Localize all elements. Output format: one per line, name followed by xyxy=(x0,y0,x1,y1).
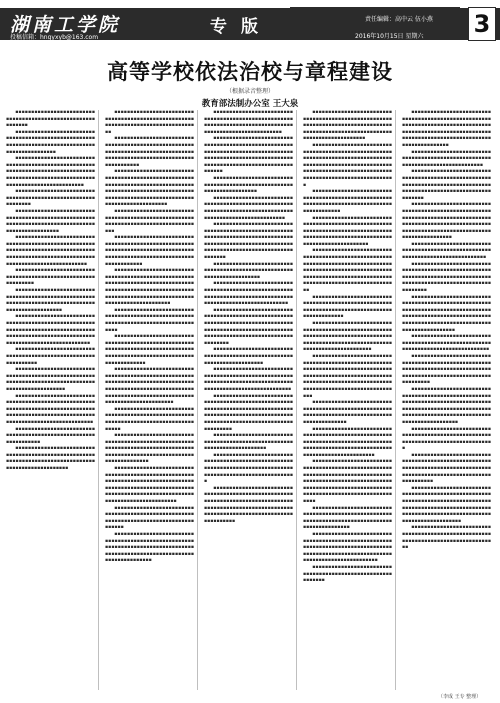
article-body xyxy=(6,110,494,690)
column-text: ▪▪▪▪▪▪▪▪▪▪▪▪▪▪▪▪▪▪▪▪▪▪▪▪▪▪▪▪▪▪▪▪▪▪▪▪▪▪▪▪▪▪▪▪▪▪▪▪▪▪▪▪▪▪▪▪▪▪▪▪▪▪▪▪▪▪▪▪▪▪▪▪▪▪▪▪▪▪▪▪▪▪▪ ▪▪▪▪▪▪▪▪▪▪▪▪▪▪▪▪▪▪▪▪▪▪▪▪▪▪▪▪▪▪▪▪▪▪▪▪▪▪▪▪▪▪▪▪▪▪▪▪▪▪▪▪▪▪▪▪▪▪▪▪▪▪▪▪▪▪▪▪▪▪▪▪▪▪▪▪▪▪▪▪▪▪▪▪▪▪▪▪▪▪▪▪▪▪▪▪▪▪▪▪▪▪▪▪▪▪▪▪▪▪▪▪▪▪▪▪▪▪▪▪ ▪▪▪▪▪▪▪▪▪▪▪▪▪▪▪▪▪▪▪▪▪▪▪▪▪▪▪▪▪▪▪▪▪▪▪▪▪▪▪▪▪▪▪▪▪▪▪▪▪▪▪▪▪▪▪▪▪▪▪▪▪▪▪▪▪▪▪▪▪▪▪▪▪▪▪▪▪▪▪▪▪▪▪▪▪▪▪▪▪▪▪▪▪▪▪▪▪▪▪▪▪▪▪▪▪▪▪▪▪▪▪▪▪▪▪▪▪▪▪▪▪▪▪▪▪▪▪▪▪▪▪▪▪▪▪▪▪▪▪▪▪▪▪▪▪▪▪▪▪▪▪▪▪▪▪▪▪ ▪▪▪▪▪▪▪▪▪▪▪▪▪▪▪▪▪▪▪▪▪▪▪▪▪▪▪▪▪▪▪▪▪▪▪▪▪▪▪▪▪▪▪▪▪▪▪▪▪▪▪▪▪▪▪▪▪▪▪▪▪▪▪▪▪▪▪▪▪▪▪▪▪▪▪▪▪▪▪▪▪▪▪▪ ▪▪▪▪▪▪▪▪▪▪▪▪▪▪▪▪▪▪▪▪▪▪▪▪▪▪▪▪▪▪▪▪▪▪▪▪▪▪▪▪▪▪▪▪▪▪▪▪▪▪▪▪▪▪▪▪▪▪▪▪▪▪▪▪▪▪▪▪▪▪▪▪▪▪▪▪▪▪▪▪▪▪▪▪▪▪▪▪▪▪▪▪▪▪▪▪▪▪▪▪▪▪▪▪▪▪▪▪▪▪▪▪▪▪▪▪▪▪▪▪▪ ▪▪▪▪▪▪▪▪▪▪▪▪▪▪▪▪▪▪▪▪▪▪▪▪▪▪▪▪▪▪▪▪▪▪▪▪▪▪▪▪▪▪▪▪▪▪▪▪▪▪▪▪▪▪▪▪▪▪▪▪▪▪▪▪▪▪▪▪▪▪▪▪▪▪▪▪▪▪▪▪▪▪▪▪▪▪▪▪▪▪▪▪▪▪▪▪▪▪▪▪▪▪▪▪▪▪▪▪▪▪▪▪▪▪▪▪▪▪▪▪▪▪▪▪▪▪▪▪▪▪▪▪▪▪▪▪▪▪▪▪▪▪▪▪▪▪▪▪▪▪▪▪▪▪▪▪▪▪ ▪▪▪▪▪▪▪▪▪▪▪▪▪▪▪▪▪▪▪▪▪▪▪▪▪▪▪▪▪▪▪▪▪▪▪▪▪▪▪▪▪▪▪▪▪▪▪▪▪▪▪▪▪▪▪▪▪▪▪▪▪▪▪▪▪▪▪▪▪▪▪▪▪▪▪▪▪▪▪▪▪▪▪▪▪ ▪▪▪▪▪▪▪▪▪▪▪▪▪▪▪▪▪▪▪▪▪▪▪▪▪▪▪▪▪▪▪▪▪▪▪▪▪▪▪▪▪▪▪▪▪▪▪▪▪▪▪▪▪▪▪▪▪▪▪▪▪▪▪▪▪▪▪▪▪▪▪▪▪▪▪▪▪▪▪▪▪▪▪▪▪▪▪▪▪▪▪▪▪▪▪▪▪▪▪▪▪▪▪▪▪▪▪▪▪▪▪▪▪▪▪▪▪▪▪▪▪▪ ▪▪▪▪▪▪▪▪▪▪▪▪▪▪▪▪▪▪▪▪▪▪▪▪▪▪▪▪▪▪▪▪▪▪▪▪▪▪▪▪▪▪▪▪▪▪▪▪▪▪▪▪▪▪▪▪▪▪▪▪▪▪▪▪▪▪▪▪▪▪▪▪▪▪▪▪▪▪▪▪▪▪▪▪▪▪▪▪▪▪▪▪▪▪▪▪▪▪▪▪▪▪▪▪▪▪▪▪▪▪▪▪▪▪▪▪▪▪▪▪▪▪▪▪▪▪▪▪▪▪▪▪▪▪▪▪▪▪▪▪▪▪▪▪▪▪▪▪▪▪▪▪▪▪▪▪▪▪▪ ▪▪▪▪▪▪▪▪▪▪▪▪▪▪▪▪▪▪▪▪▪▪▪▪▪▪▪▪▪▪▪▪▪▪▪▪▪▪▪▪▪▪▪▪▪▪▪▪▪▪▪▪▪▪▪▪▪▪▪▪▪▪▪▪▪▪▪▪▪▪▪▪▪▪▪▪▪▪▪▪▪▪▪▪▪▪ ▪▪▪▪▪▪▪▪▪▪▪▪▪▪▪▪▪▪▪▪▪▪▪▪▪▪▪▪▪▪▪▪▪▪▪▪▪▪▪▪▪▪▪▪▪▪▪▪▪▪▪▪▪▪▪▪▪▪▪▪▪▪▪▪▪▪▪▪▪▪▪▪▪▪▪▪▪▪▪▪▪▪▪▪▪▪▪▪▪▪▪▪▪▪▪▪▪▪▪▪▪▪▪▪▪▪▪▪▪▪▪▪▪▪▪▪▪▪▪▪▪▪▪ ▪▪▪▪▪▪▪▪▪▪▪▪▪▪▪▪▪▪▪▪▪▪▪▪▪▪▪▪▪▪▪▪▪▪▪▪▪▪▪▪▪▪▪▪▪▪▪▪▪▪▪▪▪▪▪▪▪▪▪▪▪▪▪▪▪▪▪▪▪▪▪▪▪▪▪▪▪▪▪▪▪▪▪▪▪▪▪▪▪▪▪▪▪▪▪▪▪▪▪▪▪▪▪▪▪▪▪▪▪▪▪▪▪▪▪▪▪▪▪▪▪▪▪▪▪▪▪▪▪▪▪▪▪▪▪▪▪▪▪▪▪▪▪▪▪▪▪▪▪▪▪▪▪▪▪▪▪▪▪▪ ▪▪▪▪▪▪▪▪▪▪▪▪▪▪▪▪▪▪▪▪▪▪▪▪▪▪▪▪▪▪▪▪▪▪▪▪▪▪▪▪▪▪▪▪▪▪▪▪▪▪▪▪▪▪▪▪▪▪▪▪▪▪▪▪▪▪▪▪▪▪▪▪▪▪▪▪▪▪▪▪▪▪▪▪▪▪▪ ▪▪▪▪▪▪▪▪▪▪▪▪▪▪▪▪▪▪▪▪▪▪▪▪▪▪▪▪▪▪▪▪▪▪▪▪▪▪▪▪▪▪▪▪▪▪▪▪▪▪▪▪▪▪▪▪▪▪▪▪▪▪▪▪▪▪▪▪▪▪▪▪▪▪▪▪▪▪▪▪▪▪▪▪▪▪▪▪▪▪▪▪▪▪▪▪▪▪▪▪▪▪▪▪▪▪▪▪▪▪▪▪▪▪▪▪▪▪▪▪▪▪▪▪ xyxy=(105,110,194,564)
column-text: ▪▪▪▪▪▪▪▪▪▪▪▪▪▪▪▪▪▪▪▪▪▪▪▪▪▪▪▪▪▪▪▪▪▪▪▪▪▪▪▪▪▪▪▪▪▪▪▪▪▪▪▪▪▪▪▪▪▪▪▪▪▪▪▪▪▪▪▪▪▪▪▪▪▪▪▪▪▪▪▪▪▪▪▪▪▪▪▪▪▪▪▪▪▪▪▪▪▪▪▪▪▪▪▪▪▪▪▪▪▪▪▪▪▪▪▪▪▪▪▪▪▪▪▪▪▪▪▪▪▪▪▪▪▪▪▪▪▪▪▪▪▪▪▪▪▪▪▪▪▪▪▪ ▪▪▪▪▪▪▪▪▪▪▪▪▪▪▪▪▪▪▪▪▪▪▪▪▪▪▪▪▪▪▪▪▪▪▪▪▪▪▪▪▪▪▪▪▪▪▪▪▪▪▪▪▪▪▪▪▪▪▪▪▪▪▪▪▪▪▪▪▪▪▪▪▪▪▪▪▪▪▪ ▪▪▪▪▪▪▪▪▪▪▪▪▪▪▪▪▪▪▪▪▪▪▪▪▪▪▪▪▪▪▪▪▪▪▪▪▪▪▪▪▪▪▪▪▪▪▪▪▪▪▪▪▪▪▪▪▪▪▪▪▪▪▪▪▪▪▪▪▪▪▪▪▪▪▪▪▪▪▪▪▪▪▪▪▪▪▪▪▪▪▪▪▪▪▪▪▪▪▪▪▪▪▪▪▪▪▪▪▪▪▪▪▪▪▪▪ ▪▪▪▪▪▪▪▪▪▪▪▪▪▪▪▪▪▪▪▪▪▪▪▪▪▪▪▪▪▪▪▪▪▪▪▪▪▪▪▪▪▪▪▪▪▪▪▪▪▪▪▪▪▪▪▪▪▪▪▪▪▪▪▪▪▪▪▪▪▪▪▪▪▪▪▪▪▪▪▪▪▪▪▪▪▪▪▪▪▪▪▪▪▪▪▪▪▪▪▪▪▪▪▪▪▪▪▪▪▪▪▪▪▪▪▪▪▪▪▪▪▪▪▪▪▪▪▪▪▪▪▪▪▪▪▪▪▪▪▪▪▪▪▪▪▪▪▪▪▪▪▪▪ ▪▪▪▪▪▪▪▪▪▪▪▪▪▪▪▪▪▪▪▪▪▪▪▪▪▪▪▪▪▪▪▪▪▪▪▪▪▪▪▪▪▪▪▪▪▪▪▪▪▪▪▪▪▪▪▪▪▪▪▪▪▪▪▪▪▪▪▪▪▪▪▪▪▪▪▪▪▪▪▪ ▪▪▪▪▪▪▪▪▪▪▪▪▪▪▪▪▪▪▪▪▪▪▪▪▪▪▪▪▪▪▪▪▪▪▪▪▪▪▪▪▪▪▪▪▪▪▪▪▪▪▪▪▪▪▪▪▪▪▪▪▪▪▪▪▪▪▪▪▪▪▪▪▪▪▪▪▪▪▪▪▪▪▪▪▪▪▪▪▪▪▪▪▪▪▪▪▪▪▪▪▪▪▪▪▪▪▪▪▪▪▪▪▪▪▪▪▪ ▪▪▪▪▪▪▪▪▪▪▪▪▪▪▪▪▪▪▪▪▪▪▪▪▪▪▪▪▪▪▪▪▪▪▪▪▪▪▪▪▪▪▪▪▪▪▪▪▪▪▪▪▪▪▪▪▪▪▪▪▪▪▪▪▪▪▪▪▪▪▪▪▪▪▪▪▪▪▪▪▪▪▪▪▪▪▪▪▪▪▪▪▪▪▪▪▪▪▪▪▪▪▪▪▪▪▪▪▪▪▪▪▪▪▪▪▪▪▪▪▪▪▪▪▪▪▪▪▪▪▪▪▪▪▪▪▪▪▪▪▪▪▪▪▪▪▪▪▪▪▪▪▪▪ ▪▪▪▪▪▪▪▪▪▪▪▪▪▪▪▪▪▪▪▪▪▪▪▪▪▪▪▪▪▪▪▪▪▪▪▪▪▪▪▪▪▪▪▪▪▪▪▪▪▪▪▪▪▪▪▪▪▪▪▪▪▪▪▪▪▪▪▪▪▪▪▪▪▪▪▪▪▪▪▪▪ ▪▪▪▪▪▪▪▪▪▪▪▪▪▪▪▪▪▪▪▪▪▪▪▪▪▪▪▪▪▪▪▪▪▪▪▪▪▪▪▪▪▪▪▪▪▪▪▪▪▪▪▪▪▪▪▪▪▪▪▪▪▪▪▪▪▪▪▪▪▪▪▪▪▪▪▪▪▪▪▪▪▪▪▪▪▪▪▪▪▪▪▪▪▪▪▪▪▪▪▪▪▪▪▪▪▪▪▪▪▪▪▪▪▪▪▪▪▪ ▪▪▪▪▪▪▪▪▪▪▪▪▪▪▪▪▪▪▪▪▪▪▪▪▪▪▪▪▪▪▪▪▪▪▪▪▪▪▪▪▪▪▪▪▪▪▪▪▪▪▪▪▪▪▪▪▪▪▪▪▪▪▪▪▪▪▪▪▪▪▪▪▪▪▪▪▪▪▪▪▪▪▪▪▪▪▪▪▪▪▪▪▪▪▪▪▪▪▪▪▪▪▪▪▪▪▪▪▪▪▪▪▪▪▪▪▪▪▪▪▪▪▪▪▪▪▪▪▪▪▪▪▪▪▪▪▪▪▪▪▪▪▪▪▪▪▪▪▪▪▪▪▪▪▪ ▪▪▪▪▪▪▪▪▪▪▪▪▪▪▪▪▪▪▪▪▪▪▪▪▪▪▪▪▪▪▪▪▪▪▪▪▪▪▪▪▪▪▪▪▪▪▪▪▪▪▪▪▪▪▪▪▪▪▪▪▪▪▪▪▪▪▪▪▪▪▪▪▪▪▪▪▪▪▪▪▪▪ ▪▪▪▪▪▪▪▪▪▪▪▪▪▪▪▪▪▪▪▪▪▪▪▪▪▪▪▪▪▪▪▪▪▪▪▪▪▪▪▪▪▪▪▪▪▪▪▪▪▪▪▪▪▪▪▪▪▪▪▪▪▪▪▪▪▪▪▪▪▪▪▪▪▪▪▪▪▪▪▪▪▪▪▪▪▪▪▪▪▪▪▪▪▪▪▪▪▪▪▪▪▪▪▪▪▪▪▪▪▪▪▪▪▪▪▪▪▪▪ ▪▪▪▪▪▪▪▪▪▪▪▪▪▪▪▪▪▪▪▪▪▪▪▪▪▪▪▪▪▪▪▪▪▪▪▪▪▪▪▪▪▪▪▪▪▪▪▪▪▪▪▪▪▪▪▪▪▪▪▪▪▪▪▪▪▪▪▪▪▪▪▪▪▪▪▪▪▪▪▪▪▪▪▪▪▪▪▪▪▪▪▪▪▪▪▪▪▪▪▪▪▪▪▪▪▪▪▪▪▪▪▪▪▪▪▪▪▪▪▪▪▪▪▪▪▪▪▪▪▪▪▪▪▪▪▪▪▪▪▪▪▪▪▪▪▪▪▪▪▪▪▪▪▪▪▪ ▪▪▪▪▪▪▪▪▪▪▪▪▪▪▪▪▪▪▪▪▪▪▪▪▪▪▪▪▪▪▪▪▪▪▪▪▪▪▪▪▪▪▪▪▪▪▪▪▪▪▪▪▪▪▪▪▪▪▪▪▪▪▪▪▪▪▪▪▪▪▪▪▪▪▪▪▪▪▪▪▪▪▪ xyxy=(402,110,491,551)
article-column-1 xyxy=(6,110,99,690)
column-text: ▪▪▪▪▪▪▪▪▪▪▪▪▪▪▪▪▪▪▪▪▪▪▪▪▪▪▪▪▪▪▪▪▪▪▪▪▪▪▪▪▪▪▪▪▪▪▪▪▪▪▪▪▪▪▪▪▪▪▪▪▪▪▪▪▪▪▪▪▪▪▪▪▪▪▪▪▪▪▪▪▪▪▪▪▪▪▪▪▪▪▪▪▪▪▪▪▪▪▪▪▪▪▪▪▪▪ ▪▪▪▪▪▪▪▪▪▪▪▪▪▪▪▪▪▪▪▪▪▪▪▪▪▪▪▪▪▪▪▪▪▪▪▪▪▪▪▪▪▪▪▪▪▪▪▪▪▪▪▪▪▪▪▪▪▪▪▪▪▪▪▪▪▪▪▪▪▪▪▪▪▪▪▪▪▪▪▪▪▪▪▪▪▪▪▪▪▪▪▪▪▪▪▪▪▪▪▪▪▪▪▪▪▪▪▪▪▪▪▪▪▪▪▪▪▪▪▪▪▪▪▪▪▪▪▪▪▪▪▪▪▪▪▪▪▪▪▪▪▪▪ ▪▪▪▪▪▪▪▪▪▪▪▪▪▪▪▪▪▪▪▪▪▪▪▪▪▪▪▪▪▪▪▪▪▪▪▪▪▪▪▪▪▪▪▪▪▪▪▪▪▪▪▪▪▪▪▪▪▪▪▪▪▪▪▪▪▪▪▪▪▪ ▪▪▪▪▪▪▪▪▪▪▪▪▪▪▪▪▪▪▪▪▪▪▪▪▪▪▪▪▪▪▪▪▪▪▪▪▪▪▪▪▪▪▪▪▪▪▪▪▪▪▪▪▪▪▪▪▪▪▪▪▪▪▪▪▪▪▪▪▪▪▪▪▪▪▪▪▪▪▪▪▪▪▪▪▪▪▪▪▪▪▪▪▪▪▪▪▪▪▪▪▪▪▪▪▪▪▪ ▪▪▪▪▪▪▪▪▪▪▪▪▪▪▪▪▪▪▪▪▪▪▪▪▪▪▪▪▪▪▪▪▪▪▪▪▪▪▪▪▪▪▪▪▪▪▪▪▪▪▪▪▪▪▪▪▪▪▪▪▪▪▪▪▪▪▪▪▪▪▪▪▪▪▪▪▪▪▪▪▪▪▪▪▪▪▪▪▪▪▪▪▪▪▪▪▪▪▪▪▪▪▪▪▪▪▪▪▪▪▪▪▪▪▪▪▪▪▪▪▪▪▪▪▪▪▪▪▪▪▪▪▪▪▪▪▪▪▪▪▪▪▪▪ ▪▪▪▪▪▪▪▪▪▪▪▪▪▪▪▪▪▪▪▪▪▪▪▪▪▪▪▪▪▪▪▪▪▪▪▪▪▪▪▪▪▪▪▪▪▪▪▪▪▪▪▪▪▪▪▪▪▪▪▪▪▪▪▪▪▪▪▪▪▪▪ ▪▪▪▪▪▪▪▪▪▪▪▪▪▪▪▪▪▪▪▪▪▪▪▪▪▪▪▪▪▪▪▪▪▪▪▪▪▪▪▪▪▪▪▪▪▪▪▪▪▪▪▪▪▪▪▪▪▪▪▪▪▪▪▪▪▪▪▪▪▪▪▪▪▪▪▪▪▪▪▪▪▪▪▪▪▪▪▪▪▪▪▪▪▪▪▪▪▪▪▪▪▪▪▪▪▪▪▪ ▪▪▪▪▪▪▪▪▪▪▪▪▪▪▪▪▪▪▪▪▪▪▪▪▪▪▪▪▪▪▪▪▪▪▪▪▪▪▪▪▪▪▪▪▪▪▪▪▪▪▪▪▪▪▪▪▪▪▪▪▪▪▪▪▪▪▪▪▪▪▪▪▪▪▪▪▪▪▪▪▪▪▪▪▪▪▪▪▪▪▪▪▪▪▪▪▪▪▪▪▪▪▪▪▪▪▪▪▪▪▪▪▪▪▪▪▪▪▪▪▪▪▪▪▪▪▪▪▪▪▪▪▪▪▪▪▪▪▪▪▪▪▪▪▪ ▪▪▪▪▪▪▪▪▪▪▪▪▪▪▪▪▪▪▪▪▪▪▪▪▪▪▪▪▪▪▪▪▪▪▪▪▪▪▪▪▪▪▪▪▪▪▪▪▪▪▪▪▪▪▪▪▪▪▪▪▪▪▪▪▪▪▪▪▪▪▪▪ ▪▪▪▪▪▪▪▪▪▪▪▪▪▪▪▪▪▪▪▪▪▪▪▪▪▪▪▪▪▪▪▪▪▪▪▪▪▪▪▪▪▪▪▪▪▪▪▪▪▪▪▪▪▪▪▪▪▪▪▪▪▪▪▪▪▪▪▪▪▪▪▪▪▪▪▪▪▪▪▪▪▪▪▪▪▪▪▪▪▪▪▪▪▪▪▪▪▪▪▪▪▪▪▪▪▪▪▪▪ ▪▪▪▪▪▪▪▪▪▪▪▪▪▪▪▪▪▪▪▪▪▪▪▪▪▪▪▪▪▪▪▪▪▪▪▪▪▪▪▪▪▪▪▪▪▪▪▪▪▪▪▪▪▪▪▪▪▪▪▪▪▪▪▪▪▪▪▪▪▪▪▪▪▪▪▪▪▪▪▪▪▪▪▪▪▪▪▪▪▪▪▪▪▪▪▪▪▪▪▪▪▪▪▪▪▪▪▪▪▪▪▪▪▪▪▪▪▪▪▪▪▪▪▪▪▪▪▪▪▪▪▪▪▪▪▪▪▪▪▪▪▪▪▪▪▪ ▪▪▪▪▪▪▪▪▪▪▪▪▪▪▪▪▪▪▪▪▪▪▪▪▪▪▪▪▪▪▪▪▪▪▪▪▪▪▪▪▪▪▪▪▪▪▪▪▪▪▪▪▪▪▪▪▪▪▪▪▪▪▪▪▪▪▪▪▪▪▪▪▪ ▪▪▪▪▪▪▪▪▪▪▪▪▪▪▪▪▪▪▪▪▪▪▪▪▪▪▪▪▪▪▪▪▪▪▪▪▪▪▪▪▪▪▪▪▪▪▪▪▪▪▪▪▪▪▪▪▪▪▪▪▪▪▪▪▪▪▪▪▪▪▪▪▪▪▪▪▪▪▪▪▪▪▪▪▪▪▪▪▪▪▪▪▪▪▪▪▪▪▪▪▪▪▪▪▪▪▪▪▪▪ ▪▪▪▪▪▪▪▪▪▪▪▪▪▪▪▪▪▪▪▪▪▪▪▪▪▪▪▪▪▪▪▪▪▪▪▪▪▪▪▪▪▪▪▪▪▪▪▪▪▪▪▪▪▪▪▪▪▪▪▪▪▪▪▪▪▪▪▪▪▪▪▪▪▪▪▪▪▪▪▪▪▪▪▪▪▪▪▪▪▪▪▪▪▪▪▪▪▪▪▪▪▪▪▪▪▪▪▪▪▪▪▪▪▪▪▪▪▪▪▪▪▪▪▪▪▪▪▪▪▪▪▪▪▪▪▪▪▪▪▪▪▪▪▪▪▪▪ xyxy=(204,110,293,524)
page-number: 3 xyxy=(468,7,496,41)
article-column-2 xyxy=(105,110,198,690)
article-column-3 xyxy=(204,110,297,690)
article-column-5 xyxy=(402,110,494,690)
masthead-rule xyxy=(290,0,460,8)
section-title: 专版 xyxy=(210,17,272,37)
submission-email: 投稿信箱：hngyxyb@163.com xyxy=(10,34,99,41)
editors: 责任编辑：高中云 伍小燕 xyxy=(365,16,433,23)
issue-date: 2016年10月15日 星期六 xyxy=(355,33,424,40)
article-footer: （李成 王专 整理） xyxy=(438,694,482,700)
column-text: ▪▪▪▪▪▪▪▪▪▪▪▪▪▪▪▪▪▪▪▪▪▪▪▪▪▪▪▪▪▪▪▪▪▪▪▪▪▪▪▪▪▪▪▪▪▪▪▪▪▪▪▪▪▪▪▪▪▪▪▪ ▪▪▪▪▪▪▪▪▪▪▪▪▪▪▪▪▪▪▪▪▪▪▪▪▪▪▪▪▪▪▪▪▪▪▪▪▪▪▪▪▪▪▪▪▪▪▪▪▪▪▪▪▪▪▪▪▪▪▪▪▪▪▪▪▪▪▪▪▪▪▪▪▪▪▪▪▪▪▪▪▪▪▪▪▪▪▪▪▪▪▪▪▪▪▪▪▪ ▪▪▪▪▪▪▪▪▪▪▪▪▪▪▪▪▪▪▪▪▪▪▪▪▪▪▪▪▪▪▪▪▪▪▪▪▪▪▪▪▪▪▪▪▪▪▪▪▪▪▪▪▪▪▪▪▪▪▪▪▪▪▪▪▪▪▪▪▪▪▪▪▪▪▪▪▪▪▪▪▪▪▪▪▪▪▪▪▪▪▪▪▪▪▪▪▪▪▪▪▪▪▪▪▪▪▪▪▪▪▪▪▪▪▪▪▪▪▪▪▪▪▪▪▪▪▪▪▪▪▪▪▪▪ ▪▪▪▪▪▪▪▪▪▪▪▪▪▪▪▪▪▪▪▪▪▪▪▪▪▪▪▪▪▪▪▪▪▪▪▪▪▪▪▪▪▪▪▪▪▪▪▪▪▪▪▪▪▪▪▪▪▪▪▪▪ ▪▪▪▪▪▪▪▪▪▪▪▪▪▪▪▪▪▪▪▪▪▪▪▪▪▪▪▪▪▪▪▪▪▪▪▪▪▪▪▪▪▪▪▪▪▪▪▪▪▪▪▪▪▪▪▪▪▪▪▪▪▪▪▪▪▪▪▪▪▪▪▪▪▪▪▪▪▪▪▪▪▪▪▪▪▪▪▪▪▪▪▪▪▪▪▪▪▪ ▪▪▪▪▪▪▪▪▪▪▪▪▪▪▪▪▪▪▪▪▪▪▪▪▪▪▪▪▪▪▪▪▪▪▪▪▪▪▪▪▪▪▪▪▪▪▪▪▪▪▪▪▪▪▪▪▪▪▪▪▪▪▪▪▪▪▪▪▪▪▪▪▪▪▪▪▪▪▪▪▪▪▪▪▪▪▪▪▪▪▪▪▪▪▪▪▪▪▪▪▪▪▪▪▪▪▪▪▪▪▪▪▪▪▪▪▪▪▪▪▪▪▪▪▪▪▪▪▪▪▪▪▪▪▪ ▪▪▪▪▪▪▪▪▪▪▪▪▪▪▪▪▪▪▪▪▪▪▪▪▪▪▪▪▪▪▪▪▪▪▪▪▪▪▪▪▪▪▪▪▪▪▪▪▪▪▪▪▪▪▪▪▪▪▪▪▪▪ ▪▪▪▪▪▪▪▪▪▪▪▪▪▪▪▪▪▪▪▪▪▪▪▪▪▪▪▪▪▪▪▪▪▪▪▪▪▪▪▪▪▪▪▪▪▪▪▪▪▪▪▪▪▪▪▪▪▪▪▪▪▪▪▪▪▪▪▪▪▪▪▪▪▪▪▪▪▪▪▪▪▪▪▪▪▪▪▪▪▪▪▪▪▪▪▪▪▪▪ ▪▪▪▪▪▪▪▪▪▪▪▪▪▪▪▪▪▪▪▪▪▪▪▪▪▪▪▪▪▪▪▪▪▪▪▪▪▪▪▪▪▪▪▪▪▪▪▪▪▪▪▪▪▪▪▪▪▪▪▪▪▪▪▪▪▪▪▪▪▪▪▪▪▪▪▪▪▪▪▪▪▪▪▪▪▪▪▪▪▪▪▪▪▪▪▪▪▪▪▪▪▪▪▪▪▪▪▪▪▪▪▪▪▪▪▪▪▪▪▪▪▪▪▪▪▪▪▪▪▪▪▪▪▪▪▪ ▪▪▪▪▪▪▪▪▪▪▪▪▪▪▪▪▪▪▪▪▪▪▪▪▪▪▪▪▪▪▪▪▪▪▪▪▪▪▪▪▪▪▪▪▪▪▪▪▪▪▪▪▪▪▪▪▪▪▪▪▪▪▪ ▪▪▪▪▪▪▪▪▪▪▪▪▪▪▪▪▪▪▪▪▪▪▪▪▪▪▪▪▪▪▪▪▪▪▪▪▪▪▪▪▪▪▪▪▪▪▪▪▪▪▪▪▪▪▪▪▪▪▪▪▪▪▪▪▪▪▪▪▪▪▪▪▪▪▪▪▪▪▪▪▪▪▪▪▪▪▪▪▪▪▪▪▪▪▪▪▪▪▪▪ ▪▪▪▪▪▪▪▪▪▪▪▪▪▪▪▪▪▪▪▪▪▪▪▪▪▪▪▪▪▪▪▪▪▪▪▪▪▪▪▪▪▪▪▪▪▪▪▪▪▪▪▪▪▪▪▪▪▪▪▪▪▪▪▪▪▪▪▪▪▪▪▪▪▪▪▪▪▪▪▪▪▪▪▪▪▪▪▪▪▪▪▪▪▪▪▪▪▪▪▪▪▪▪▪▪▪▪▪▪▪▪▪▪▪▪▪▪▪▪▪▪▪▪▪▪▪▪▪▪▪▪▪▪▪▪▪▪ ▪▪▪▪▪▪▪▪▪▪▪▪▪▪▪▪▪▪▪▪▪▪▪▪▪▪▪▪▪▪▪▪▪▪▪▪▪▪▪▪▪▪▪▪▪▪▪▪▪▪▪▪▪▪▪▪▪▪▪▪▪▪▪▪ ▪▪▪▪▪▪▪▪▪▪▪▪▪▪▪▪▪▪▪▪▪▪▪▪▪▪▪▪▪▪▪▪▪▪▪▪▪▪▪▪▪▪▪▪▪▪▪▪▪▪▪▪▪▪▪▪▪▪▪▪▪▪▪▪▪▪▪▪▪▪▪▪▪▪▪▪▪▪▪▪▪▪▪▪▪▪▪▪▪▪▪▪▪▪▪▪▪▪▪▪▪ xyxy=(6,110,95,472)
article-byline: 教育部法制办公室 王大泉 xyxy=(201,99,299,109)
column-text: ▪▪▪▪▪▪▪▪▪▪▪▪▪▪▪▪▪▪▪▪▪▪▪▪▪▪▪▪▪▪▪▪▪▪▪▪▪▪▪▪▪▪▪▪▪▪▪▪▪▪▪▪▪▪▪▪▪▪▪▪▪▪▪▪▪▪▪▪▪▪▪▪▪▪▪▪▪▪▪▪▪▪▪▪▪▪▪▪▪▪▪▪▪▪▪▪▪▪▪▪▪▪▪▪▪▪▪▪▪▪▪▪▪▪▪▪▪▪▪▪▪▪▪▪▪▪▪▪▪ ▪▪▪▪▪▪▪▪▪▪▪▪▪▪▪▪▪▪▪▪▪▪▪▪▪▪▪▪▪▪▪▪▪▪▪▪▪▪▪▪▪▪▪▪▪▪▪▪▪▪▪▪▪▪▪▪▪▪▪▪▪▪▪▪▪▪▪▪▪▪▪▪▪▪▪▪▪▪▪▪▪▪▪▪▪▪▪▪▪▪▪▪▪▪▪▪▪▪▪▪▪▪▪▪▪▪▪▪▪▪▪▪▪▪▪▪▪▪▪▪▪▪▪▪▪▪▪▪▪▪▪▪▪▪▪▪▪▪▪▪▪▪▪▪▪▪▪▪▪▪▪▪▪▪▪▪▪▪▪▪▪▪▪▪▪▪ ▪▪▪▪▪▪▪▪▪▪▪▪▪▪▪▪▪▪▪▪▪▪▪▪▪▪▪▪▪▪▪▪▪▪▪▪▪▪▪▪▪▪▪▪▪▪▪▪▪▪▪▪▪▪▪▪▪▪▪▪▪▪▪▪▪▪▪▪▪▪▪▪▪▪▪▪▪▪▪▪▪▪▪▪▪▪▪▪▪▪▪▪▪ ▪▪▪▪▪▪▪▪▪▪▪▪▪▪▪▪▪▪▪▪▪▪▪▪▪▪▪▪▪▪▪▪▪▪▪▪▪▪▪▪▪▪▪▪▪▪▪▪▪▪▪▪▪▪▪▪▪▪▪▪▪▪▪▪▪▪▪▪▪▪▪▪▪▪▪▪▪▪▪▪▪▪▪▪▪▪▪▪▪▪▪▪▪▪▪▪▪▪▪▪▪▪▪▪▪▪▪▪▪▪▪▪▪▪▪▪▪▪▪▪▪▪▪▪▪▪▪▪▪▪ ▪▪▪▪▪▪▪▪▪▪▪▪▪▪▪▪▪▪▪▪▪▪▪▪▪▪▪▪▪▪▪▪▪▪▪▪▪▪▪▪▪▪▪▪▪▪▪▪▪▪▪▪▪▪▪▪▪▪▪▪▪▪▪▪▪▪▪▪▪▪▪▪▪▪▪▪▪▪▪▪▪▪▪▪▪▪▪▪▪▪▪▪▪▪▪▪▪▪▪▪▪▪▪▪▪▪▪▪▪▪▪▪▪▪▪▪▪▪▪▪▪▪▪▪▪▪▪▪▪▪▪▪▪▪▪▪▪▪▪▪▪▪▪▪▪▪▪▪▪▪▪▪▪▪▪▪▪▪▪▪▪▪▪▪▪▪▪ ▪▪▪▪▪▪▪▪▪▪▪▪▪▪▪▪▪▪▪▪▪▪▪▪▪▪▪▪▪▪▪▪▪▪▪▪▪▪▪▪▪▪▪▪▪▪▪▪▪▪▪▪▪▪▪▪▪▪▪▪▪▪▪▪▪▪▪▪▪▪▪▪▪▪▪▪▪▪▪▪▪▪▪▪▪▪▪▪▪▪▪▪▪▪ ▪▪▪▪▪▪▪▪▪▪▪▪▪▪▪▪▪▪▪▪▪▪▪▪▪▪▪▪▪▪▪▪▪▪▪▪▪▪▪▪▪▪▪▪▪▪▪▪▪▪▪▪▪▪▪▪▪▪▪▪▪▪▪▪▪▪▪▪▪▪▪▪▪▪▪▪▪▪▪▪▪▪▪▪▪▪▪▪▪▪▪▪▪▪▪▪▪▪▪▪▪▪▪▪▪▪▪▪▪▪▪▪▪▪▪▪▪▪▪▪▪▪▪▪▪▪▪▪▪▪▪ ▪▪▪▪▪▪▪▪▪▪▪▪▪▪▪▪▪▪▪▪▪▪▪▪▪▪▪▪▪▪▪▪▪▪▪▪▪▪▪▪▪▪▪▪▪▪▪▪▪▪▪▪▪▪▪▪▪▪▪▪▪▪▪▪▪▪▪▪▪▪▪▪▪▪▪▪▪▪▪▪▪▪▪▪▪▪▪▪▪▪▪▪▪▪▪▪▪▪▪▪▪▪▪▪▪▪▪▪▪▪▪▪▪▪▪▪▪▪▪▪▪▪▪▪▪▪▪▪▪▪▪▪▪▪▪▪▪▪▪▪▪▪▪▪▪▪▪▪▪▪▪▪▪▪▪▪▪▪▪▪▪▪▪▪▪▪▪▪ ▪▪▪▪▪▪▪▪▪▪▪▪▪▪▪▪▪▪▪▪▪▪▪▪▪▪▪▪▪▪▪▪▪▪▪▪▪▪▪▪▪▪▪▪▪▪▪▪▪▪▪▪▪▪▪▪▪▪▪▪▪▪▪▪▪▪▪▪▪▪▪▪▪▪▪▪▪▪▪▪▪▪▪▪▪▪▪▪▪▪▪▪▪▪▪ ▪▪▪▪▪▪▪▪▪▪▪▪▪▪▪▪▪▪▪▪▪▪▪▪▪▪▪▪▪▪▪▪▪▪▪▪▪▪▪▪▪▪▪▪▪▪▪▪▪▪▪▪▪▪▪▪▪▪▪▪▪▪▪▪▪▪▪▪▪▪▪▪▪▪▪▪▪▪▪▪▪▪▪▪▪▪▪▪▪▪▪▪▪▪▪▪▪▪▪▪▪▪▪▪▪▪▪▪▪▪▪▪▪▪▪▪▪▪▪▪▪▪▪▪▪▪▪▪▪▪▪▪ ▪▪▪▪▪▪▪▪▪▪▪▪▪▪▪▪▪▪▪▪▪▪▪▪▪▪▪▪▪▪▪▪▪▪▪▪▪▪▪▪▪▪▪▪▪▪▪▪▪▪▪▪▪▪▪▪▪▪▪▪▪▪▪▪▪▪▪▪▪▪▪▪▪▪▪▪▪▪▪▪▪▪▪▪▪▪▪▪▪▪▪▪▪▪▪▪▪▪▪▪▪▪▪▪▪▪▪▪▪▪▪▪▪▪▪▪▪▪▪▪▪▪▪▪▪▪▪▪▪▪▪▪▪▪▪▪▪▪▪▪▪▪▪▪▪▪▪▪▪▪▪▪▪▪▪▪▪▪▪▪▪▪▪▪▪▪▪▪▪ ▪▪▪▪▪▪▪▪▪▪▪▪▪▪▪▪▪▪▪▪▪▪▪▪▪▪▪▪▪▪▪▪▪▪▪▪▪▪▪▪▪▪▪▪▪▪▪▪▪▪▪▪▪▪▪▪▪▪▪▪▪▪▪▪▪▪▪▪▪▪▪▪▪▪▪▪▪▪▪▪▪▪▪▪▪▪▪▪▪▪▪▪▪▪▪▪ ▪▪▪▪▪▪▪▪▪▪▪▪▪▪▪▪▪▪▪▪▪▪▪▪▪▪▪▪▪▪▪▪▪▪▪▪▪▪▪▪▪▪▪▪▪▪▪▪▪▪▪▪▪▪▪▪▪▪▪▪▪▪▪▪▪▪▪▪▪▪▪▪▪▪▪▪▪▪▪▪▪▪▪▪▪▪▪▪▪▪▪▪▪▪▪▪▪▪▪▪▪▪▪▪▪▪▪▪▪▪▪▪▪▪▪▪▪▪▪▪▪▪▪▪▪▪▪▪▪▪▪▪▪ ▪▪▪▪▪▪▪▪▪▪▪▪▪▪▪▪▪▪▪▪▪▪▪▪▪▪▪▪▪▪▪▪▪▪▪▪▪▪▪▪▪▪▪▪▪▪▪▪▪▪▪▪▪▪▪▪▪▪▪▪ xyxy=(303,110,392,584)
newspaper-logo: 湖南工学院 xyxy=(10,14,121,36)
article-headline: 高等学校依法治校与章程建设 xyxy=(107,60,393,84)
masthead xyxy=(0,0,500,50)
article-kicker: （根据录音整理） xyxy=(225,88,274,95)
article-column-4 xyxy=(303,110,396,690)
